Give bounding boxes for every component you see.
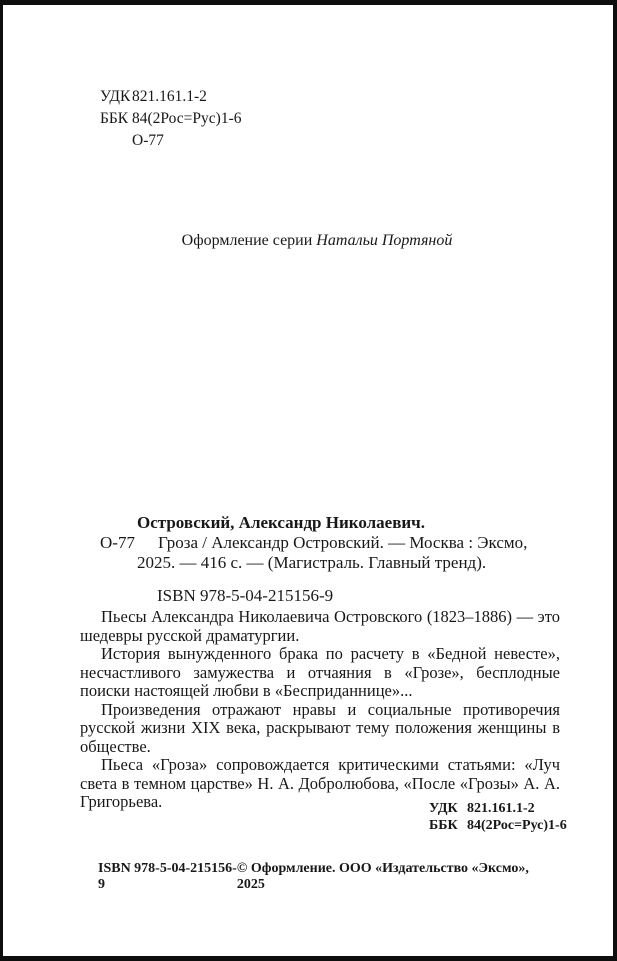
footer-isbn: ISBN 978-5-04-215156-9: [98, 861, 237, 892]
series-note-prefix: Оформление серии: [181, 232, 313, 249]
bbk-label-bottom: ББК: [429, 818, 458, 833]
author-sign: О-77: [132, 132, 164, 149]
udk-value: 821.161.1-2: [132, 88, 207, 105]
catalog-author-sign: О-77: [100, 533, 135, 552]
top-codes-block: [100, 86, 241, 152]
bbk-row: [100, 108, 241, 130]
series-design-note: [77, 232, 557, 250]
udk-row-bottom: [429, 800, 567, 817]
footer-copyright: © Оформление. ООО «Издательство «Эксмо», 2025: [236, 861, 529, 892]
udk-row: [100, 86, 241, 108]
bbk-value-bottom: 84(2Рос=Рус)1-6: [467, 818, 567, 833]
annotation-paragraph: История вынужденного брака по расчету в «Бедной невесте», несчастливого замужества и отчаяния в «Грозе», бесплодные поиски настоящей любви в «Бесприданнице»...: [80, 644, 560, 700]
isbn-line: ISBN 978-5-04-215156-9: [157, 586, 334, 605]
footer-line: [98, 861, 545, 893]
author-sign-row: [100, 130, 241, 152]
udk-value-bottom: 821.161.1-2: [467, 801, 535, 816]
annotation-paragraph: Произведения отражают нравы и социальные противоречия русской жизни XIX века, раскрывают тему положения женщины в обществе.: [80, 699, 560, 756]
annotation: [80, 608, 560, 812]
catalog-title-line: Гроза / Александр Островский. — Москва : Эксмо,: [158, 533, 528, 552]
catalog-series-line: 2025. — 416 с. — (Магистраль. Главный тренд).: [137, 553, 487, 572]
bbk-label: ББК: [100, 110, 129, 127]
bbk-value: 84(2Рос=Рус)1-6: [132, 110, 242, 127]
bbk-row-bottom: [429, 817, 567, 834]
annotation-paragraph: Пьесы Александра Николаевича Островского (1823–1886) — это шедевры русской драматургии.: [80, 607, 560, 645]
series-designer-name: Натальи Портяной: [316, 232, 453, 249]
udk-label: УДК: [100, 88, 131, 105]
udk-label-bottom: УДК: [429, 801, 458, 816]
annotation-paragraph: Пьеса «Гроза» сопровождается критическими статьями: «Луч света в темном царстве» Н. А. Добролюбова, «После «Грозы» А. А. Григорьева.: [80, 755, 560, 811]
bottom-codes-block: [429, 800, 567, 834]
catalog-author: Островский, Александр Николаевич.: [137, 513, 426, 532]
